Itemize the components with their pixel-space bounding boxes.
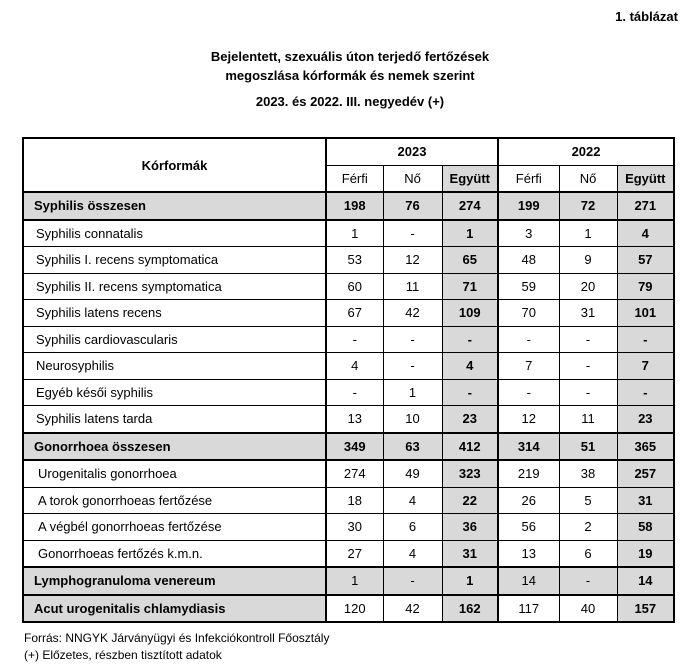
cell-value: 76	[383, 192, 442, 220]
cell-value: 365	[617, 433, 674, 461]
row-label: Urogenitalis gonorrhoea	[23, 460, 326, 487]
table-row	[23, 326, 674, 353]
table-row	[23, 433, 674, 461]
cell-value: 271	[617, 192, 674, 220]
cell-value: 60	[326, 273, 383, 300]
cell-value: 30	[326, 514, 383, 541]
table-row	[23, 567, 674, 595]
cell-value: 19	[617, 540, 674, 567]
cell-value: -	[617, 379, 674, 406]
cell-value: 23	[442, 406, 498, 433]
cell-value: 14	[617, 567, 674, 595]
cell-value: -	[559, 567, 617, 595]
cell-value: 257	[617, 460, 674, 487]
cell-value: -	[326, 326, 383, 353]
cell-value: 1	[442, 567, 498, 595]
table-number: 1. táblázat	[615, 9, 678, 24]
cell-value: 11	[383, 273, 442, 300]
data-table	[22, 137, 675, 623]
row-label: A torok gonorrhoeas fertőzése	[23, 487, 326, 514]
cell-value: 4	[617, 220, 674, 247]
header-total-2022: Együtt	[617, 165, 674, 192]
table-row	[23, 460, 674, 487]
cell-value: 120	[326, 595, 383, 623]
cell-value: 4	[383, 487, 442, 514]
cell-value: 219	[498, 460, 559, 487]
header-year-2023: 2023	[326, 138, 498, 165]
cell-value: 117	[498, 595, 559, 623]
cell-value: 72	[559, 192, 617, 220]
cell-value: 59	[498, 273, 559, 300]
cell-value: 157	[617, 595, 674, 623]
cell-value: -	[498, 326, 559, 353]
cell-value: 323	[442, 460, 498, 487]
table-row	[23, 595, 674, 623]
cell-value: 70	[498, 300, 559, 327]
cell-value: -	[383, 567, 442, 595]
cell-value: 2	[559, 514, 617, 541]
cell-value: 58	[617, 514, 674, 541]
cell-value: 13	[326, 406, 383, 433]
row-label: Syphilis latens tarda	[23, 406, 326, 433]
row-label: Gonorrhoea összesen	[23, 433, 326, 461]
row-label: Syphilis II. recens symptomatica	[23, 273, 326, 300]
cell-value: 274	[326, 460, 383, 487]
cell-value: 1	[559, 220, 617, 247]
cell-value: 13	[498, 540, 559, 567]
table-row	[23, 487, 674, 514]
table-row	[23, 247, 674, 274]
cell-value: 9	[559, 247, 617, 274]
row-label: Gonorrhoeas fertőzés k.m.n.	[23, 540, 326, 567]
header-total-2023: Együtt	[442, 165, 498, 192]
cell-value: 51	[559, 433, 617, 461]
row-label: Lymphogranuloma venereum	[23, 567, 326, 595]
row-label: Neurosyphilis	[23, 353, 326, 380]
cell-value: -	[498, 379, 559, 406]
cell-value: -	[326, 379, 383, 406]
row-label: Egyéb késői syphilis	[23, 379, 326, 406]
header-male-2023: Férfi	[326, 165, 383, 192]
cell-value: 22	[442, 487, 498, 514]
row-label: Syphilis összesen	[23, 192, 326, 220]
cell-value: 6	[559, 540, 617, 567]
cell-value: 4	[442, 353, 498, 380]
table-row	[23, 192, 674, 220]
cell-value: -	[442, 379, 498, 406]
table-row	[23, 540, 674, 567]
header-female-2022: Nő	[559, 165, 617, 192]
cell-value: 349	[326, 433, 383, 461]
cell-value: 53	[326, 247, 383, 274]
cell-value: 49	[383, 460, 442, 487]
cell-value: 63	[383, 433, 442, 461]
table-title-line2: megoszlása kórformák és nemek szerint	[225, 68, 475, 83]
cell-value: 12	[383, 247, 442, 274]
table-row	[23, 353, 674, 380]
cell-value: -	[442, 326, 498, 353]
source-note: Forrás: NNGYK Járványügyi és Infekciókontroll Főosztály	[24, 631, 330, 645]
row-label: Syphilis cardiovascularis	[23, 326, 326, 353]
cell-value: 1	[383, 379, 442, 406]
cell-value: -	[383, 326, 442, 353]
cell-value: 56	[498, 514, 559, 541]
cell-value: -	[617, 326, 674, 353]
cell-value: 26	[498, 487, 559, 514]
row-label: A végbél gonorrhoeas fertőzése	[23, 514, 326, 541]
cell-value: 20	[559, 273, 617, 300]
table-row	[23, 273, 674, 300]
header-category: Kórformák	[23, 138, 326, 192]
cell-value: 42	[383, 595, 442, 623]
table-row	[23, 220, 674, 247]
table-row	[23, 300, 674, 327]
cell-value: 6	[383, 514, 442, 541]
row-label: Acut urogenitalis chlamydiasis	[23, 595, 326, 623]
table-row	[23, 514, 674, 541]
row-label: Syphilis I. recens symptomatica	[23, 247, 326, 274]
cell-value: 40	[559, 595, 617, 623]
header-male-2022: Férfi	[498, 165, 559, 192]
cell-value: 274	[442, 192, 498, 220]
table-row	[23, 379, 674, 406]
cell-value: 18	[326, 487, 383, 514]
cell-value: 36	[442, 514, 498, 541]
cell-value: -	[559, 379, 617, 406]
cell-value: 4	[326, 353, 383, 380]
table-period: 2023. és 2022. III. negyedév (+)	[255, 94, 445, 109]
cell-value: 412	[442, 433, 498, 461]
cell-value: 71	[442, 273, 498, 300]
cell-value: 31	[559, 300, 617, 327]
table-row	[23, 406, 674, 433]
cell-value: 65	[442, 247, 498, 274]
header-year-2022: 2022	[498, 138, 674, 165]
cell-value: 42	[383, 300, 442, 327]
cell-value: 48	[498, 247, 559, 274]
cell-value: 3	[498, 220, 559, 247]
cell-value: -	[383, 353, 442, 380]
cell-value: 27	[326, 540, 383, 567]
cell-value: 31	[617, 487, 674, 514]
header-female-2023: Nő	[383, 165, 442, 192]
cell-value: -	[559, 353, 617, 380]
cell-value: 7	[617, 353, 674, 380]
cell-value: 109	[442, 300, 498, 327]
cell-value: 38	[559, 460, 617, 487]
cell-value: 162	[442, 595, 498, 623]
cell-value: 7	[498, 353, 559, 380]
cell-value: -	[383, 220, 442, 247]
row-label: Syphilis latens recens	[23, 300, 326, 327]
cell-value: 12	[498, 406, 559, 433]
table-title: Bejelentett, szexuális úton terjedő fertőzések	[210, 49, 490, 64]
cell-value: 79	[617, 273, 674, 300]
cell-value: 57	[617, 247, 674, 274]
cell-value: 314	[498, 433, 559, 461]
preliminary-note: (+) Előzetes, részben tisztított adatok	[24, 648, 222, 662]
cell-value: 10	[383, 406, 442, 433]
cell-value: 23	[617, 406, 674, 433]
cell-value: 4	[383, 540, 442, 567]
cell-value: 14	[498, 567, 559, 595]
cell-value: 101	[617, 300, 674, 327]
row-label: Syphilis connatalis	[23, 220, 326, 247]
cell-value: 199	[498, 192, 559, 220]
cell-value: 67	[326, 300, 383, 327]
cell-value: 11	[559, 406, 617, 433]
cell-value: 5	[559, 487, 617, 514]
cell-value: 1	[326, 567, 383, 595]
cell-value: 31	[442, 540, 498, 567]
cell-value: 1	[326, 220, 383, 247]
cell-value: -	[559, 326, 617, 353]
cell-value: 198	[326, 192, 383, 220]
cell-value: 1	[442, 220, 498, 247]
